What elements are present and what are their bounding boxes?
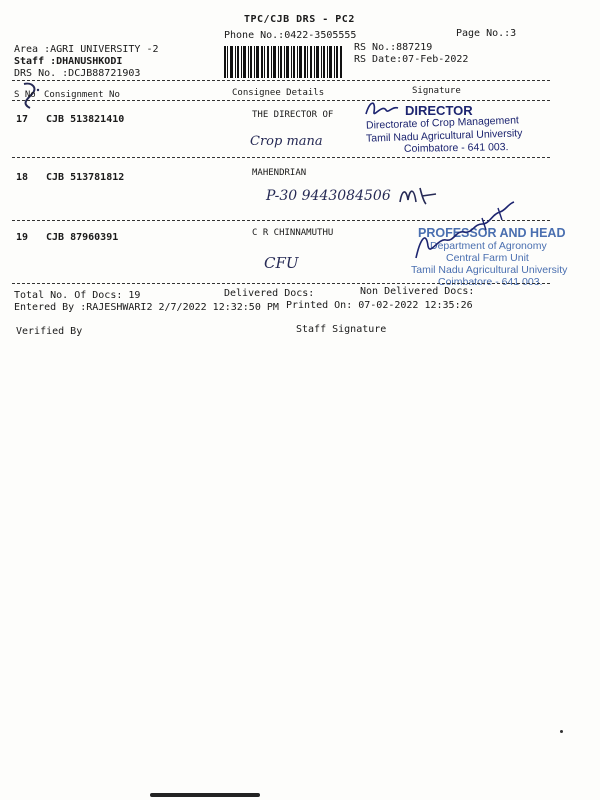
stamp-line: Central Farm Unit bbox=[446, 252, 529, 264]
row-divider bbox=[12, 157, 550, 158]
stamp-line: Coimbatore - 641 003. bbox=[403, 141, 509, 155]
row-s-no: 17 bbox=[16, 114, 29, 125]
column-signature: Signature bbox=[412, 86, 461, 96]
verified-by: Verified By bbox=[16, 326, 83, 337]
area-label: Area :AGRI UNIVERSITY -2 bbox=[14, 44, 159, 55]
drs-number: DRS No. :DCJB88721903 bbox=[14, 68, 141, 79]
phone-number: Phone No.:0422-3505555 bbox=[224, 30, 357, 41]
scan-edge-mark bbox=[150, 793, 260, 797]
row-consignment-no: CJB 87960391 bbox=[46, 232, 119, 243]
page-number: Page No.:3 bbox=[456, 28, 517, 39]
row-handwriting: CFU bbox=[264, 254, 299, 272]
signature-scribble-icon bbox=[412, 200, 520, 262]
stamp-title: PROFESSOR AND HEAD bbox=[418, 226, 566, 240]
stamp-title: DIRECTOR bbox=[405, 103, 473, 118]
rs-date: RS Date:07-Feb-2022 bbox=[354, 54, 469, 65]
row-consignment-no: CJB 513781812 bbox=[46, 172, 125, 183]
stamp-line: Tamil Nadu Agricultural University bbox=[411, 264, 568, 276]
header-divider bbox=[12, 80, 550, 81]
column-consignment: Consignment No bbox=[44, 90, 120, 100]
stamp-line: Tamil Nadu Agricultural University bbox=[365, 127, 523, 145]
barcode bbox=[224, 46, 342, 78]
row-consignee: MAHENDRIAN bbox=[252, 168, 307, 178]
scan-dot bbox=[560, 730, 563, 733]
column-consignee: Consignee Details bbox=[232, 88, 325, 98]
row-handwriting: Crop mana bbox=[250, 134, 323, 149]
staff-signature: Staff Signature bbox=[296, 324, 387, 335]
stamp-line: Directorate of Crop Management bbox=[365, 114, 520, 132]
non-delivered-docs: Non Delivered Docs: bbox=[360, 286, 475, 297]
stamp-line: Coimbatore - 641 003. bbox=[438, 276, 543, 288]
row-consignee: THE DIRECTOR OF bbox=[252, 110, 334, 120]
rs-number: RS No.:887219 bbox=[354, 42, 433, 53]
signature-scribble-icon bbox=[364, 98, 400, 120]
column-divider bbox=[12, 100, 550, 101]
printed-on: Printed On: 07-02-2022 12:35:26 bbox=[286, 300, 473, 311]
row-s-no: 18 bbox=[16, 172, 29, 183]
column-s-no: S No bbox=[14, 90, 36, 100]
row-handwriting: P-30 9443084506 bbox=[266, 188, 391, 204]
document-title: TPC/CJB DRS - PC2 bbox=[244, 14, 355, 25]
stamp-line: Department of Agronomy bbox=[430, 240, 547, 252]
delivered-docs: Delivered Docs: bbox=[224, 288, 315, 299]
staff-label: Staff :DHANUSHKODI bbox=[14, 56, 123, 67]
table-bottom-divider bbox=[12, 283, 550, 284]
total-docs: Total No. Of Docs: 19 bbox=[14, 290, 141, 301]
row-s-no: 19 bbox=[16, 232, 29, 243]
row-consignment-no: CJB 513821410 bbox=[46, 114, 125, 125]
row-consignee: C R CHINNAMUTHU bbox=[252, 228, 334, 238]
entered-by: Entered By :RAJESHWARI2 2/7/2022 12:32:50 PM bbox=[14, 302, 279, 313]
